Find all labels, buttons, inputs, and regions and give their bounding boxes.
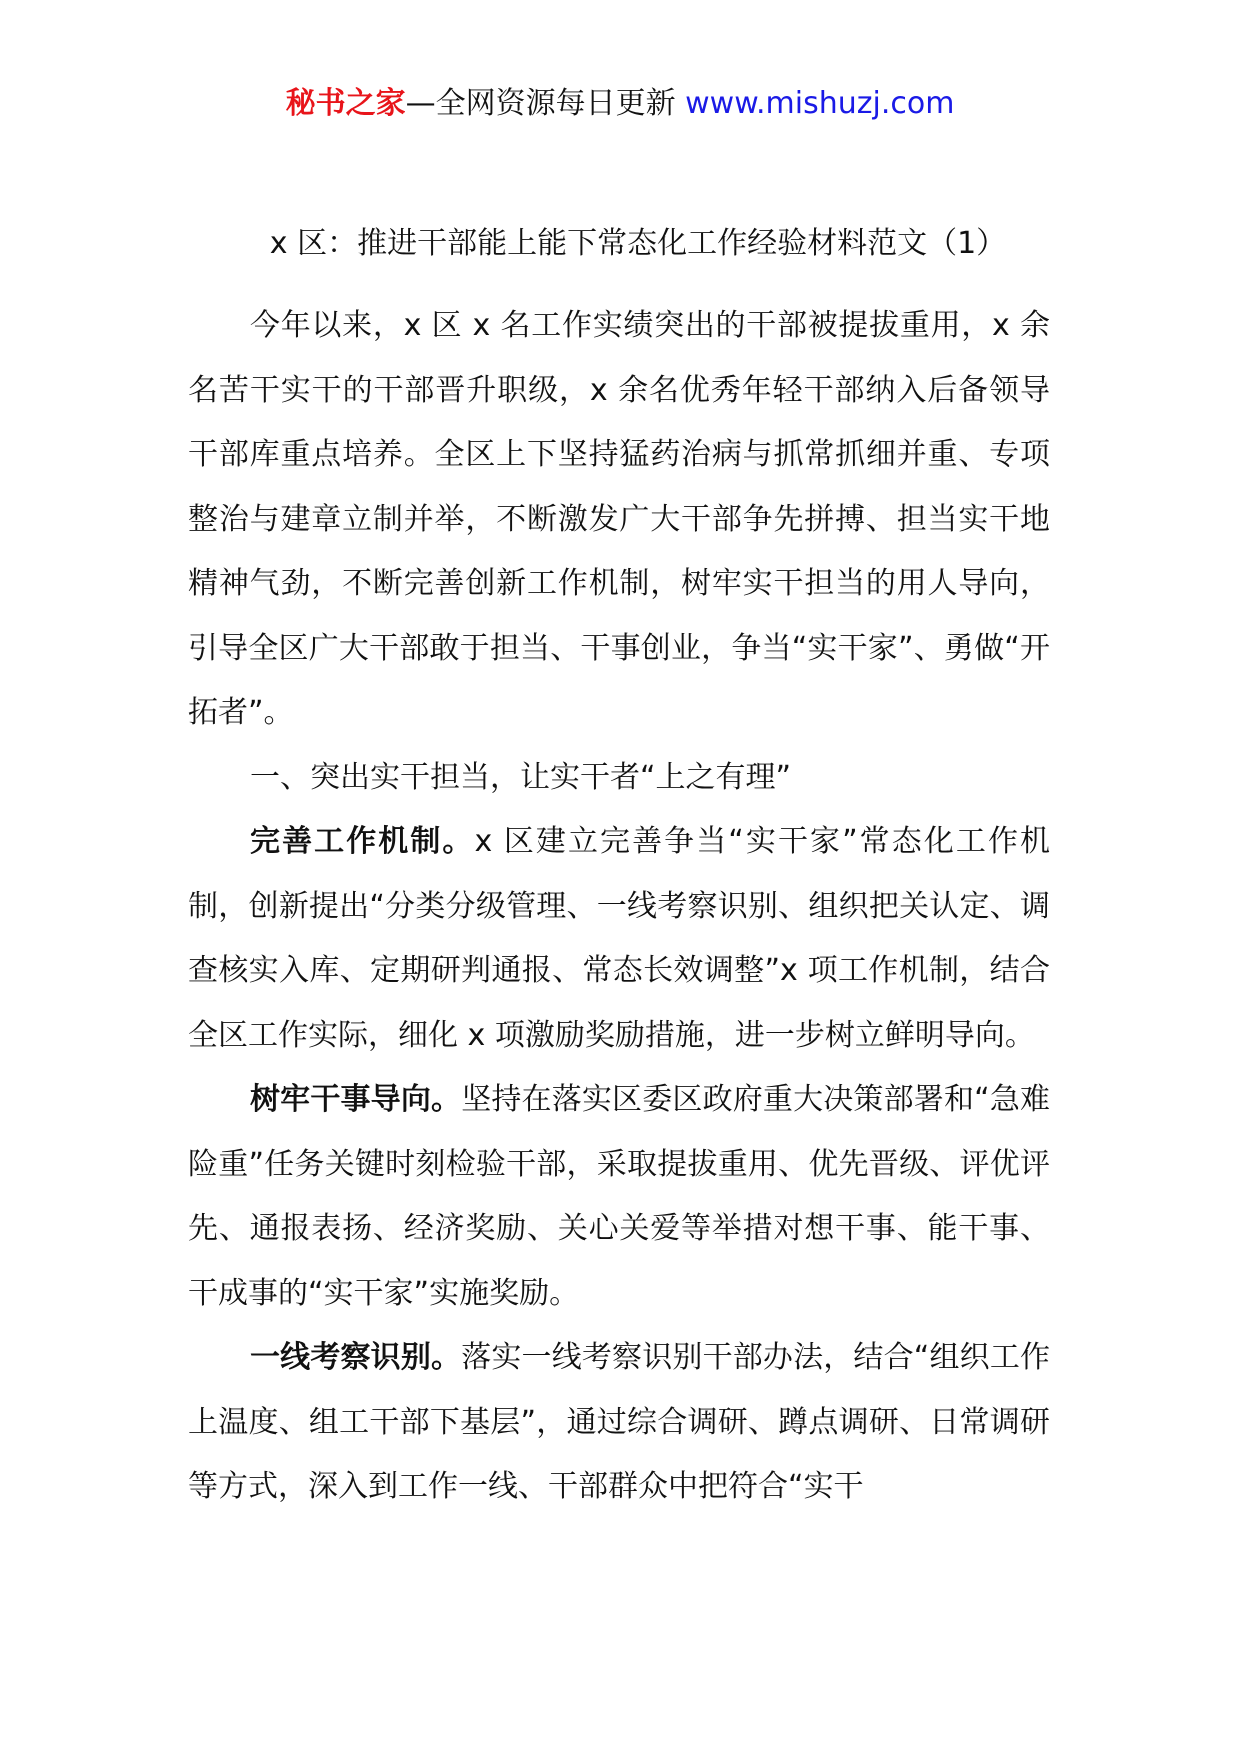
paragraph-lead: 树牢干事导向。: [250, 1082, 462, 1117]
paragraph-text: x 区建立完善争当“实干家”常态化工作机制，创新提出“分类分级管理、一线考察识别、组织把关认定、调查核实入库、定期研判通报、常态长效调整”x 项工作机制，结合全区工作实际，细化 x 项激励奖励措施，进一步树立鲜明导向。: [188, 824, 1051, 1053]
paragraph-orientation: [188, 1068, 1050, 1326]
paragraph-mechanism: [188, 810, 1050, 1068]
paragraph-lead: 完善工作机制。: [250, 824, 475, 859]
document-body: [188, 294, 1050, 1520]
site-tagline: —全网资源每日更新: [405, 86, 686, 121]
site-brand: 秘书之家: [285, 86, 406, 121]
paragraph-intro: [188, 294, 1050, 746]
paragraph-text: 一、突出实干担当，让实干者“上之有理”: [250, 759, 792, 795]
paragraph-lead: 一线考察识别。: [250, 1340, 462, 1375]
section-heading-1: [188, 746, 1050, 811]
site-url-link[interactable]: www.mishuzj.com: [685, 86, 955, 121]
paragraph-text: 今年以来，x 区 x 名工作实绩突出的干部被提拔重用，x 余名苦干实干的干部晋升职级，x 余名优秀年轻干部纳入后备领导干部库重点培养。全区上下坚持猛药治病与抓常抓细并重、专项整治与建章立制并举，不断激发广大干部争先拼搏、担当实干地精神气劲，不断完善创新工作机制，树牢实干担当的用人导向，引导全区广大干部敢于担当、干事创业，争当“实干家”、勇做“开拓者”。: [188, 308, 1050, 730]
paragraph-frontline: [188, 1326, 1050, 1520]
site-header: [0, 84, 1240, 124]
paragraph-text: 落实一线考察识别干部办法，结合“组织工作上温度、组工干部下基层”，通过综合调研、蹲点调研、日常调研等方式，深入到工作一线、干部群众中把符合“实干: [188, 1340, 1050, 1504]
paragraph-text: 坚持在落实区委区政府重大决策部署和“急难险重”任务关键时刻检验干部，采取提拔重用、优先晋级、评优评先、通报表扬、经济奖励、关心关爱等举措对想干事、能干事、干成事的“实干家”实施奖励。: [188, 1082, 1050, 1311]
document-title: x 区：推进干部能上能下常态化工作经验材料范文（1）: [269, 226, 1007, 261]
